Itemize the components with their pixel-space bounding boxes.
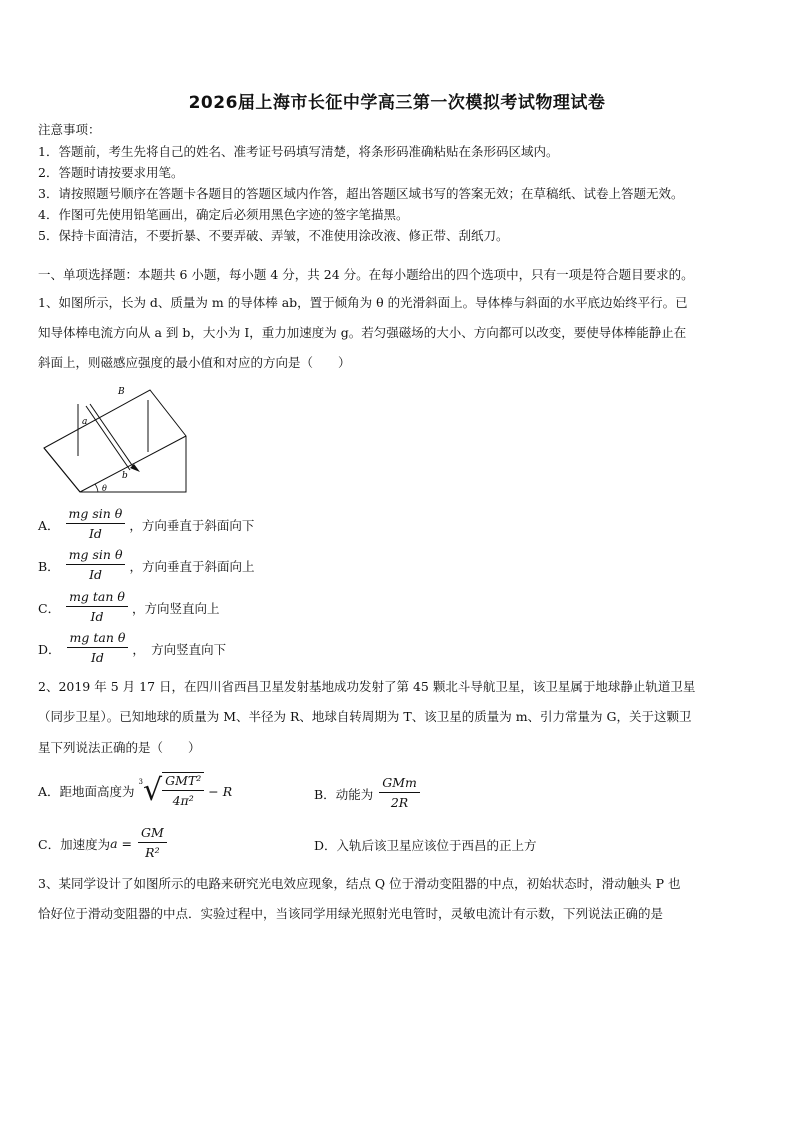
option-letter: B． [314, 786, 336, 802]
option-tail: − R [208, 783, 233, 799]
option-text: ，方向垂直于斜面向上 [129, 558, 255, 574]
option-letter: A． [38, 517, 60, 533]
q2-option-b[interactable] [314, 775, 424, 812]
option-letter: C． [38, 836, 61, 852]
option-letter: B． [38, 558, 60, 574]
radical-icon: √ [143, 773, 163, 808]
q1-option-d[interactable] [38, 630, 226, 667]
fraction [162, 772, 204, 810]
fraction-numerator: GMT² [162, 773, 204, 791]
option-text: 距地面高度为 [59, 784, 135, 799]
notice-heading: 注意事项： [38, 122, 101, 137]
q2-stem-line: 星下列说法正确的是（ ） [38, 740, 201, 755]
incline-diagram [40, 380, 190, 498]
option-lhs: a = [110, 836, 132, 851]
fraction-numerator: mg sin θ [66, 506, 126, 524]
q2-option-d[interactable] [314, 836, 537, 854]
fraction-denominator: 4π² [172, 793, 194, 808]
option-letter: D． [314, 838, 337, 853]
option-text: ，方向垂直于斜面向下 [129, 517, 255, 533]
fraction-denominator: 2R [390, 795, 409, 810]
fraction [138, 825, 167, 862]
exam-title: 2026届上海市长征中学高三第一次模拟考试物理试卷 [188, 93, 606, 113]
fraction-numerator: GMm [379, 775, 420, 793]
option-text: 入轨后该卫星应该位于西昌的正上方 [336, 838, 537, 853]
option-letter: C． [38, 600, 61, 616]
notice-item: 1．答题前，考生先将自己的姓名、准考证号码填写清楚，将条形码准确粘贴在条形码区域内。 [38, 144, 559, 159]
q1-stem-line: 知导体棒电流方向从 a 到 b，大小为 I，重力加速度为 g。若匀强磁场的大小、方向都可以改变，要使导体棒能静止在 [38, 325, 687, 340]
q2-stem-line: 2、2019 年 5 月 17 日，在四川省西昌卫星发射基地成功发射了第 45 颗北斗导航卫星，该卫星属于地球静止轨道卫星 [38, 679, 696, 694]
fraction [67, 630, 129, 667]
q1-option-a[interactable] [38, 506, 254, 543]
q2-option-a[interactable] [38, 772, 232, 810]
option-text: ，方向竖直向上 [131, 600, 220, 616]
option-text: ， 方向竖直向下 [132, 641, 227, 657]
fraction [66, 589, 128, 626]
label-b: b [122, 471, 128, 481]
option-text: 加速度为 [60, 836, 111, 852]
fraction-denominator: Id [90, 650, 104, 665]
fraction [379, 775, 420, 812]
fraction-denominator: Id [88, 526, 102, 541]
fraction-denominator: R² [145, 845, 160, 860]
option-text: 动能为 [335, 786, 374, 802]
fraction-numerator: mg tan θ [66, 589, 128, 607]
option-letter: D． [38, 641, 61, 657]
q3-stem-line: 恰好位于滑动变阻器的中点．实验过程中，当该同学用绿光照射光电管时，灵敏电流计有示数，下列说法正确的是 [38, 906, 664, 921]
fraction-denominator: Id [90, 609, 104, 624]
label-a: a [82, 417, 88, 427]
section-heading: 一、单项选择题：本题共 6 小题，每小题 4 分，共 24 分。在每小题给出的四个选项中，只有一项是符合题目要求的。 [38, 267, 694, 282]
fraction [66, 506, 126, 543]
q1-option-c[interactable] [38, 589, 219, 626]
fraction-numerator: mg sin θ [66, 547, 126, 565]
notice-item: 5．保持卡面清洁，不要折暴、不要弄破、弄皱，不准使用涂改液、修正带、刮纸刀。 [38, 228, 509, 243]
q1-stem-line: 斜面上，则磁感应强度的最小值和对应的方向是（ ） [38, 355, 351, 370]
fraction-denominator: Id [89, 567, 103, 582]
notice-item: 4．作图可先使用铅笔画出，确定后必须用黑色字迹的签字笔描黑。 [38, 207, 409, 222]
q2-stem-line: （同步卫星）。已知地球的质量为 M、半径为 R、地球自转周期为 T、该卫星的质量为 m、引力常量为 G，关于这颗卫 [38, 709, 692, 724]
q3-stem-line: 3、某同学设计了如图所示的电路来研究光电效应现象，结点 Q 位于滑动变阻器的中点，初始状态时，滑动触头 P 也 [38, 876, 681, 891]
fraction-numerator: GM [138, 825, 167, 843]
fraction-numerator: mg tan θ [67, 630, 129, 648]
q1-option-b[interactable] [38, 547, 255, 584]
label-theta: θ [102, 484, 107, 493]
option-letter: A． [38, 784, 60, 799]
notice-item: 3．请按照题号顺序在答题卡各题目的答题区域内作答，超出答题区域书写的答案无效；在草稿纸、试卷上答题无效。 [38, 186, 684, 201]
fraction [66, 547, 126, 584]
label-B: B [118, 387, 125, 397]
q2-option-c[interactable] [38, 825, 171, 862]
conductor-rod [86, 406, 130, 470]
root-index: 3 [138, 778, 144, 786]
notice-item: 2．答题时请按要求用笔。 [38, 165, 184, 180]
q1-stem-line: 1、如图所示，长为 d、质量为 m 的导体棒 ab，置于倾角为 θ 的光滑斜面上。导体棒与斜面的水平底边始终平行。已 [38, 295, 688, 310]
